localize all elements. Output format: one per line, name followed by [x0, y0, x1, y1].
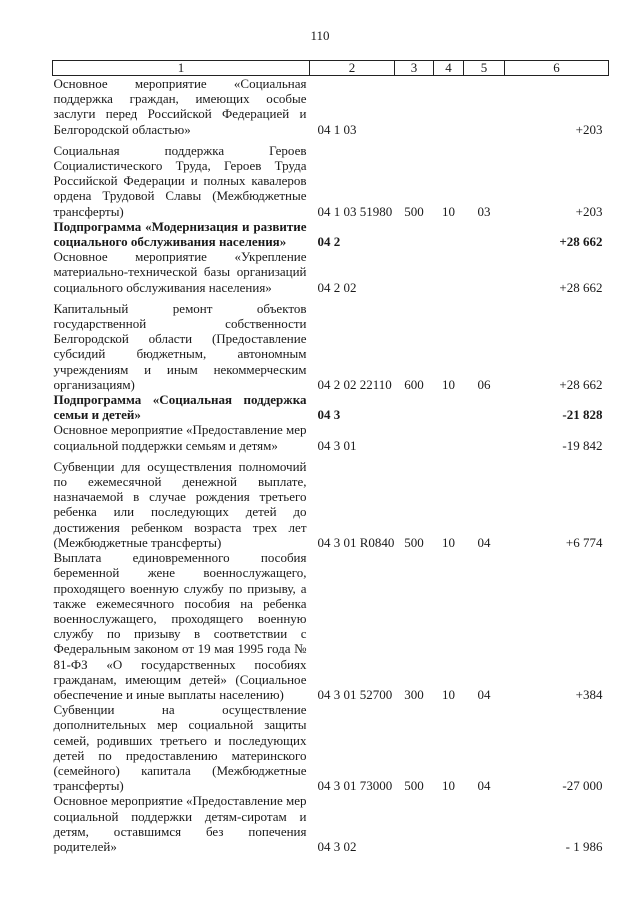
row-subsection [464, 219, 505, 249]
table-row [53, 459, 609, 550]
row-expense-type [395, 793, 434, 854]
row-expense-type [395, 392, 434, 422]
page-number: 110 [310, 28, 330, 43]
row-name: Основное мероприятие «Предоставление мер социальной поддержки детям-сиротам и детям, оставшимся без попечения родителей» [53, 793, 307, 854]
row-section: 10 [442, 534, 455, 550]
row-amount: -19 842 [562, 437, 603, 453]
header-col-2: 2 [310, 61, 395, 76]
row-section [434, 392, 464, 422]
row-subsection [464, 422, 505, 458]
row-subsection [464, 793, 505, 854]
row-amount: +384 [575, 686, 603, 702]
row-name: Основное мероприятие «Социальная поддержка граждан, имеющих особые заслуги перед Российской Федерацией и Белгородской областью» [53, 76, 307, 137]
header-col-5: 5 [464, 61, 505, 76]
table-row [53, 392, 609, 422]
row-section [434, 76, 464, 143]
row-subsection [464, 249, 505, 301]
row-name: Выплата единовременного пособия беременной жене военнослужащего, проходящего военную службу по призыву, а также ежемесячного пособия на ребенка военнослужащего, проходящего военную службу по призыву в соответствии с Федеральным законом от 19 мая 1995 года № 81-ФЗ «О государственных пособиях гражданам, имеющим детей» (Социальное обеспечение и иные выплаты населению) [53, 550, 307, 702]
row-code: 04 2 02 22110 [317, 376, 392, 392]
table-row [53, 301, 609, 392]
table-row [53, 219, 609, 249]
row-subsection: 03 [477, 203, 491, 219]
table-row [53, 550, 609, 702]
row-section [434, 422, 464, 458]
header-col-6: 6 [505, 61, 609, 76]
row-name: Капитальный ремонт объектов государственной собственности Белгородской области (Предоставление субсидий бюджетным, автономным учреждениям и иным некоммерческим организациям) [53, 300, 307, 392]
header-col-3: 3 [395, 61, 434, 76]
row-code: 04 3 [317, 407, 341, 423]
table-row [53, 702, 609, 793]
row-expense-type [395, 249, 434, 301]
row-section [434, 793, 464, 854]
table-row [53, 143, 609, 219]
row-expense-type: 500 [404, 534, 424, 550]
row-amount: +28 662 [559, 234, 603, 250]
row-subsection: 06 [477, 376, 491, 392]
row-name: Основное мероприятие «Предоставление мер социальной поддержки семьям и детям» [53, 422, 307, 453]
row-subsection: 04 [477, 778, 491, 794]
row-code: 04 2 02 [317, 279, 357, 295]
row-amount: -21 828 [562, 407, 603, 423]
table-row [53, 422, 609, 458]
row-amount: +203 [575, 203, 603, 219]
table-header-row [53, 61, 609, 76]
row-amount: +203 [575, 121, 603, 137]
row-section [434, 219, 464, 249]
row-section: 10 [442, 376, 455, 392]
row-section [434, 249, 464, 301]
header-col-4: 4 [434, 61, 464, 76]
row-code: 04 1 03 51980 [317, 203, 393, 219]
row-amount: -27 000 [562, 778, 603, 794]
header-col-1: 1 [53, 61, 310, 76]
row-expense-type: 500 [404, 203, 424, 219]
row-name: Основное мероприятие «Укрепление материально-технической базы организаций социального обслуживания населения» [53, 249, 307, 295]
row-subsection: 04 [477, 534, 491, 550]
row-expense-type [395, 219, 434, 249]
row-section: 10 [442, 686, 455, 702]
row-subsection [464, 392, 505, 422]
row-code: 04 3 02 [317, 838, 357, 854]
row-code: 04 2 [317, 234, 341, 250]
row-expense-type [395, 422, 434, 458]
row-name: Подпрограмма «Модернизация и развитие социального обслуживания населения» [53, 218, 307, 250]
table-row [53, 793, 609, 854]
row-code: 04 3 01 73000 [317, 778, 393, 794]
table-row [53, 249, 609, 301]
row-subsection [464, 76, 505, 143]
row-name: Субвенции для осуществления полномочий по ежемесячной денежной выплате, назначаемой в случае рождения третьего ребенка или последующих детей до достижения ребенком возраста трех лет (Межбюджетные трансферты) [53, 458, 307, 550]
row-code: 04 1 03 [317, 121, 357, 137]
row-amount: +28 662 [559, 376, 603, 392]
row-expense-type: 600 [404, 376, 424, 392]
budget-table [52, 60, 609, 854]
row-name: Подпрограмма «Социальная поддержка семьи и детей» [53, 392, 307, 423]
row-code: 04 3 01 52700 [317, 686, 393, 702]
table-row [53, 76, 609, 143]
row-expense-type: 300 [404, 686, 424, 702]
row-name: Субвенции на осуществление дополнительных мер социальной защиты семей, родивших третьего и последующих детей по предоставлению материнского (семейного) капитала (Межбюджетные трансферты) [53, 702, 307, 794]
row-name: Социальная поддержка Героев Социалистического Труда, Героев Труда Российской Федерации и полных кавалеров ордена Трудовой Славы (Межбюджетные трансферты) [53, 142, 307, 219]
row-expense-type: 500 [404, 778, 424, 794]
row-code: 04 3 01 R0840 [317, 534, 395, 550]
row-expense-type [395, 76, 434, 143]
row-code: 04 3 01 [317, 437, 357, 453]
row-subsection: 04 [477, 686, 491, 702]
row-section: 10 [442, 778, 455, 794]
row-amount: - 1 986 [565, 838, 603, 854]
row-amount: +28 662 [559, 279, 603, 295]
row-amount: +6 774 [565, 534, 603, 550]
row-section: 10 [442, 203, 455, 219]
